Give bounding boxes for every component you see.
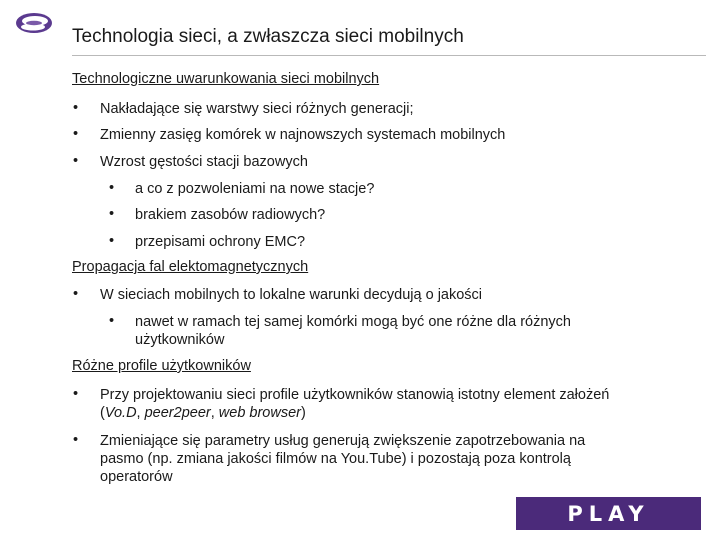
- brand-logo-text: PLAY: [567, 501, 650, 526]
- bullet-icon: •: [109, 233, 115, 249]
- play-swirl-logo-icon: [14, 6, 54, 40]
- section-heading-propagacja: Propagacja fal elektomagnetycznych: [72, 259, 309, 275]
- bullet-icon: •: [73, 286, 79, 302]
- title-divider: [72, 55, 706, 56]
- section-heading-profile: Różne profile użytkowników: [72, 358, 251, 374]
- bullet-icon: •: [109, 180, 115, 196]
- bullet-icon: •: [109, 313, 115, 329]
- bullet-icon: •: [73, 386, 79, 402]
- section-heading-technologiczne: Technologiczne uwarunkowania sieci mobilnych: [72, 71, 380, 87]
- page-title: Technologia sieci, a zwłaszcza sieci mobilnych: [72, 26, 464, 47]
- bullet-icon: •: [73, 432, 79, 448]
- bullet-icon: •: [73, 126, 79, 142]
- bullet-icon: •: [73, 100, 79, 116]
- play-brand-logo: [516, 497, 701, 530]
- bullet-icon: •: [109, 206, 115, 222]
- bullet-icon: •: [73, 153, 79, 169]
